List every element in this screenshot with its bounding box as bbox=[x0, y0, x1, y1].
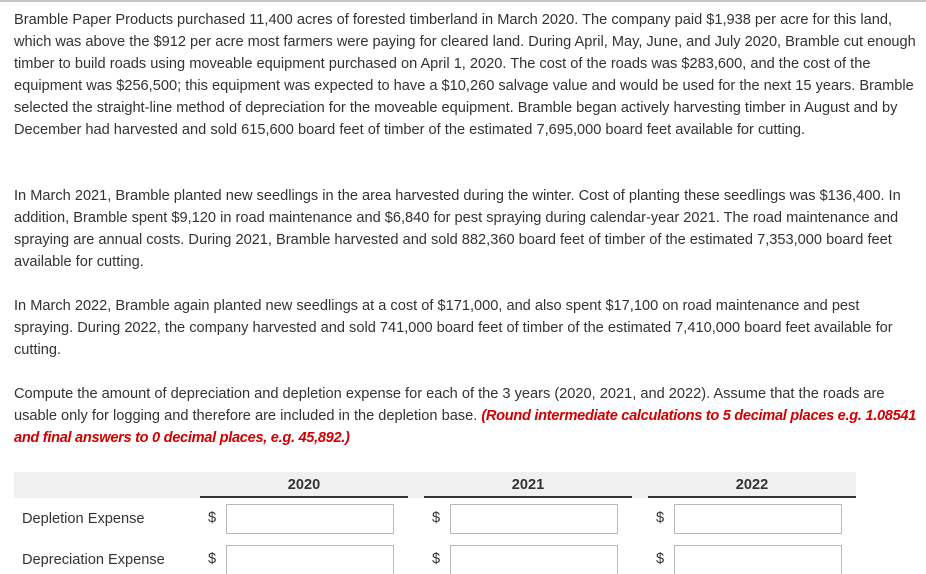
year-header-2021: 2021 bbox=[511, 477, 545, 493]
problem-paragraph-2: In March 2021, Bramble planted new seedlings in the area harvested during the winter. Cost of planting these seedlings was $136,400. In addition, Bramble spent $9,120 in road maintenance and $6,840 for pest spraying during calendar-year 2021. The road maintenance and spraying are annual costs. During 2021, Bramble harvested and sold 882,360 board feet of timber of the estimated 7,353,000 board feet available for cutting. bbox=[14, 188, 901, 270]
currency-symbol: $ bbox=[432, 510, 441, 526]
year-underline-2022 bbox=[648, 496, 856, 498]
depreciation-expense-label: Depreciation Expense bbox=[22, 552, 165, 568]
year-underline-2020 bbox=[200, 496, 408, 498]
currency-symbol: $ bbox=[656, 551, 665, 567]
top-divider bbox=[0, 0, 926, 2]
depreciation-2020-input[interactable] bbox=[226, 545, 394, 574]
year-header-2022: 2022 bbox=[735, 477, 769, 493]
instruction-text: Compute the amount of depreciation and depletion expense for each of the 3 years (2020, 2021, and 2022). Assume that the roads are usable only for logging and therefore are included in the depletion base. bbox=[14, 386, 885, 424]
depreciation-2022-input[interactable] bbox=[674, 545, 842, 574]
currency-symbol: $ bbox=[208, 510, 217, 526]
problem-paragraph-1: Bramble Paper Products purchased 11,400 acres of forested timberland in March 2020. The company paid $1,938 per acre for this land, which was above the $912 per acre most farmers were paying for cleared land. During April, May, June, and July 2020, Bramble cut enough timber to build roads using moveable equipment purchased on April 1, 2020. The cost of the roads was $283,600, and the cost of the equipment was $256,500; this equipment was expected to have a $10,260 salvage value and would be used for the next 15 years. Bramble selected the straight-line method of depreciation for the moveable equipment. Bramble began actively harvesting timber in August and by December had harvested and sold 615,600 board feet of timber of the estimated 7,695,000 board feet available for cutting. bbox=[14, 12, 916, 138]
instruction-paragraph bbox=[14, 383, 920, 449]
depletion-expense-label: Depletion Expense bbox=[22, 511, 145, 527]
depletion-2022-input[interactable] bbox=[674, 504, 842, 534]
currency-symbol: $ bbox=[208, 551, 217, 567]
depletion-2021-input[interactable] bbox=[450, 504, 618, 534]
depletion-2020-input[interactable] bbox=[226, 504, 394, 534]
year-header-2020: 2020 bbox=[287, 477, 321, 493]
currency-symbol: $ bbox=[432, 551, 441, 567]
depreciation-2021-input[interactable] bbox=[450, 545, 618, 574]
year-underline-2021 bbox=[424, 496, 632, 498]
currency-symbol: $ bbox=[656, 510, 665, 526]
rounding-note: (Round intermediate calculations to 5 decimal places e.g. 1.08541 and final answers to 0 decimal places, e.g. 45,892.) bbox=[14, 408, 917, 446]
problem-paragraph-3: In March 2022, Bramble again planted new seedlings at a cost of $171,000, and also spent $17,100 on road maintenance and pest spraying. During 2022, the company harvested and sold 741,000 board feet of timber of the estimated 7,410,000 board feet available for cutting. bbox=[14, 298, 893, 358]
